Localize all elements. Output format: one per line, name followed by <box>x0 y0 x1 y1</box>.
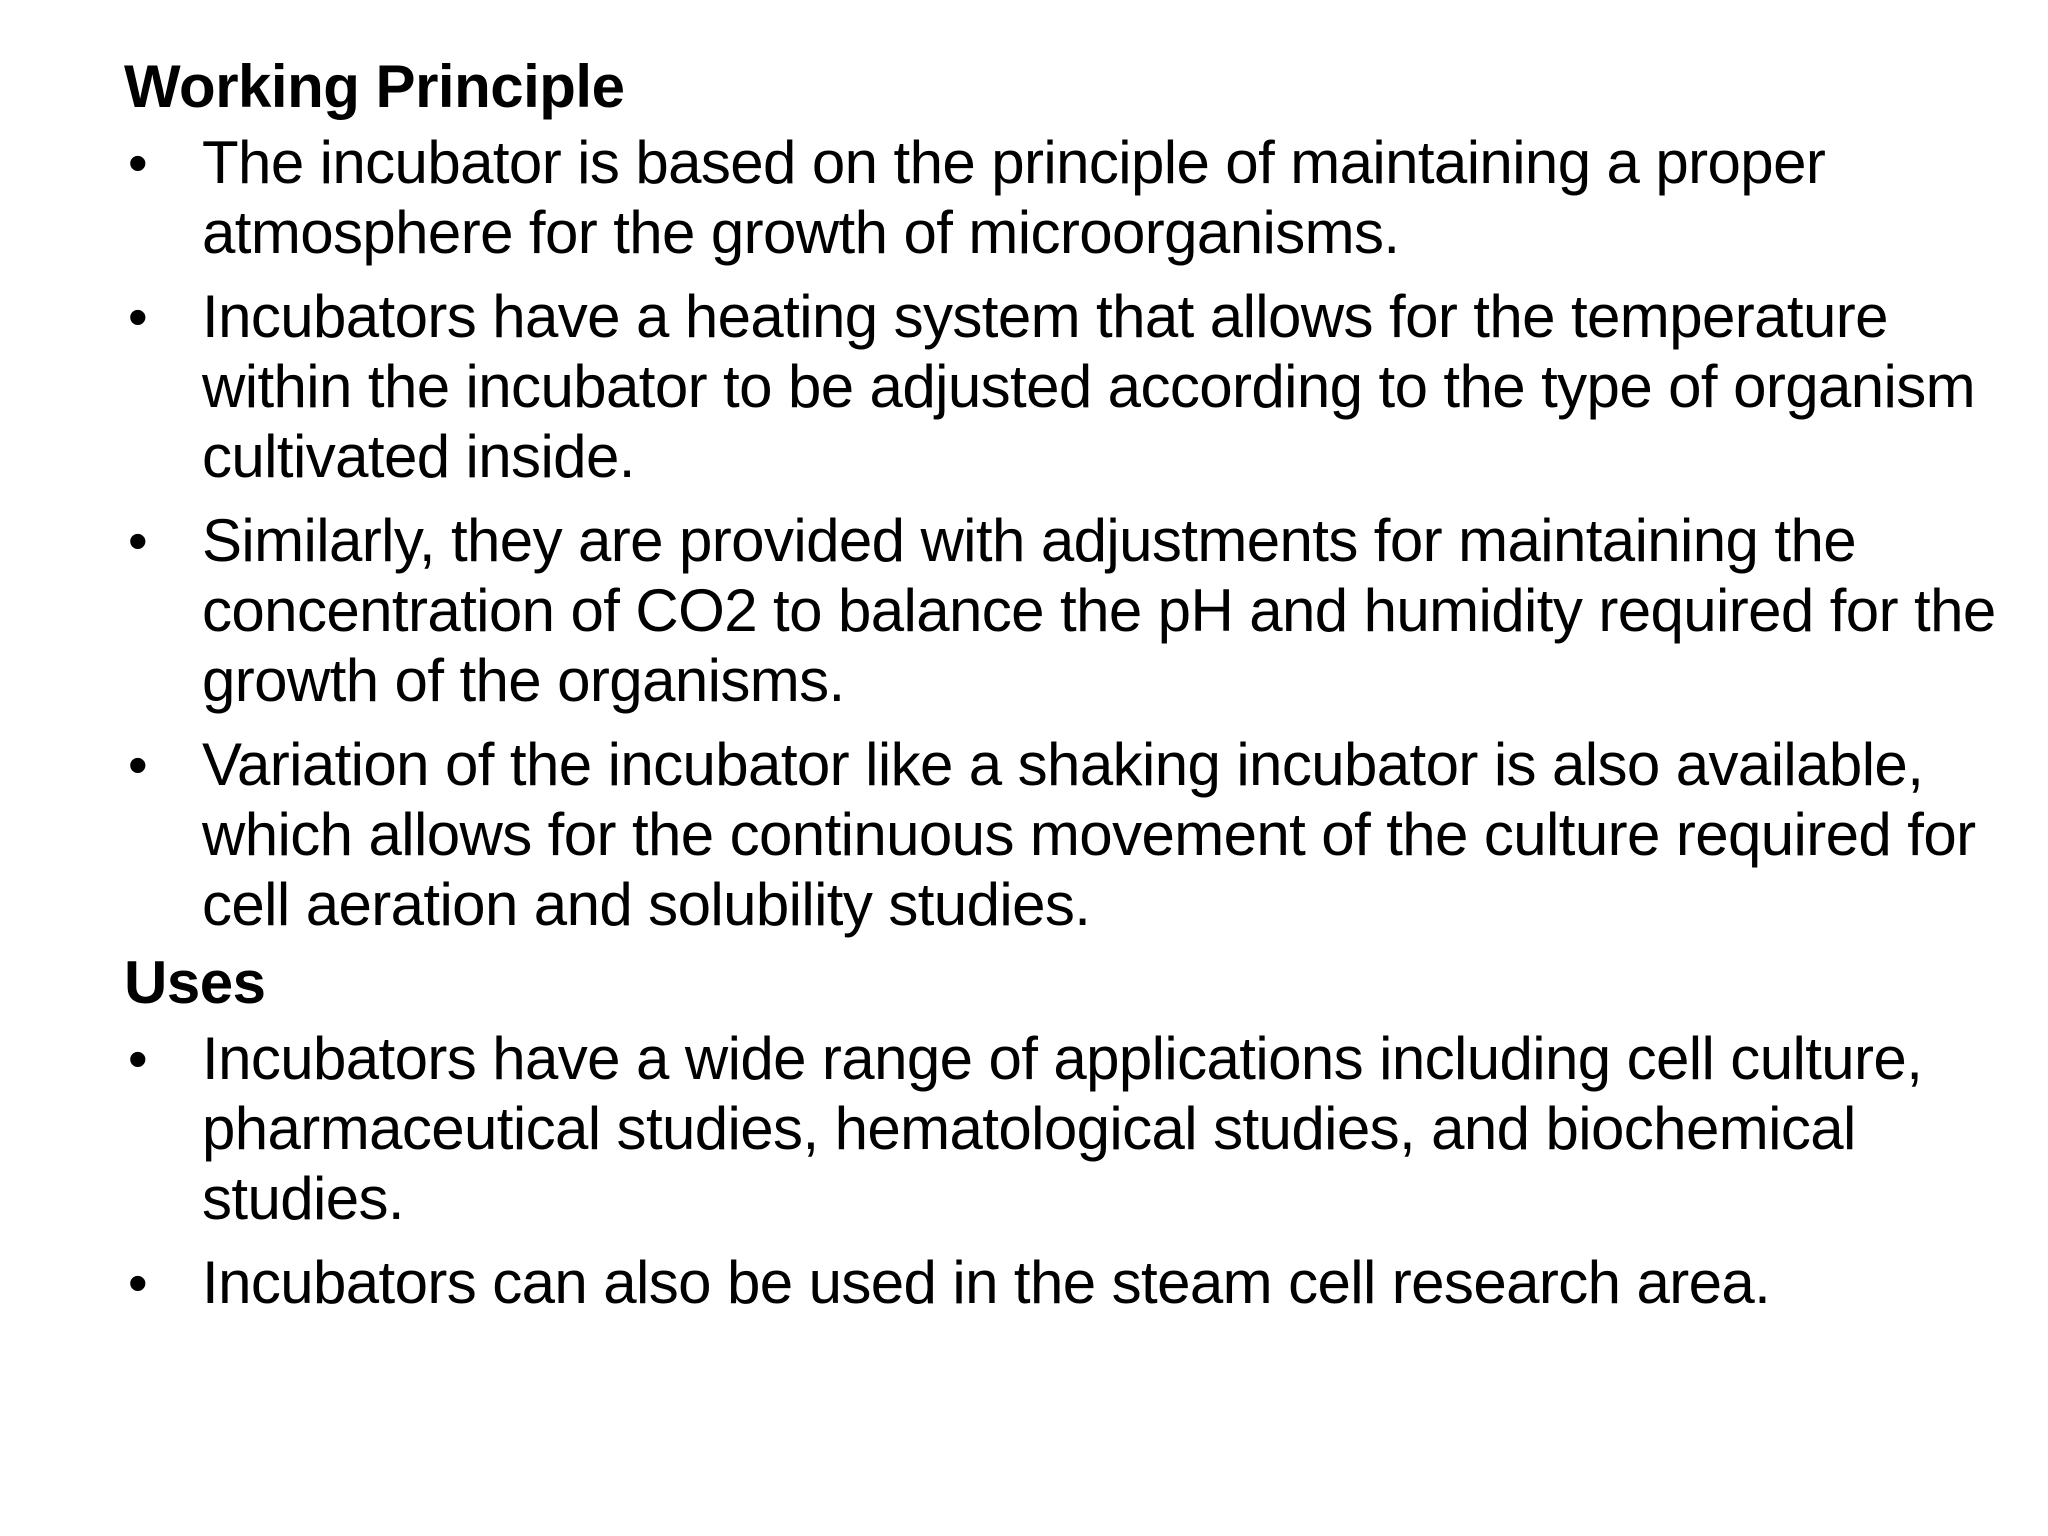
section-heading-working-principle: Working Principle <box>124 53 625 120</box>
bullet-icon: • <box>128 733 148 796</box>
bullet-text: The incubator is based on the principle of maintaining a proper atmosphere for the growth of microorganisms. <box>202 129 1826 266</box>
list-item <box>124 282 2004 492</box>
bullet-icon: • <box>128 1251 148 1314</box>
list-item <box>124 1248 2004 1318</box>
list-item <box>124 730 2004 940</box>
bullet-text: Similarly, they are provided with adjustments for maintaining the concentration of CO2 to balance the pH and humidity required for the growth of the organisms. <box>202 507 1996 714</box>
slide-content <box>124 52 2004 1332</box>
bullet-icon: • <box>128 1027 148 1090</box>
bullet-text: Incubators have a heating system that allows for the temperature within the incubator to be adjusted according to the type of organism cultivated inside. <box>202 283 1976 490</box>
bullet-text: Incubators can also be used in the steam cell research area. <box>202 1249 1771 1316</box>
list-item <box>124 1024 2004 1234</box>
uses-list <box>124 1024 2004 1318</box>
bullet-text: Variation of the incubator like a shaking incubator is also available, which allows for the continuous movement of the culture required for cell aeration and solubility studies. <box>202 731 1976 938</box>
list-item <box>124 506 2004 716</box>
bullet-icon: • <box>128 509 148 572</box>
bullet-icon: • <box>128 131 148 194</box>
working-principle-list <box>124 128 2004 940</box>
section-heading-uses: Uses <box>124 949 266 1016</box>
bullet-text: Incubators have a wide range of applications including cell culture, pharmaceutical studies, hematological studies, and biochemical studies. <box>202 1025 1923 1232</box>
bullet-icon: • <box>128 285 148 348</box>
list-item <box>124 128 2004 268</box>
